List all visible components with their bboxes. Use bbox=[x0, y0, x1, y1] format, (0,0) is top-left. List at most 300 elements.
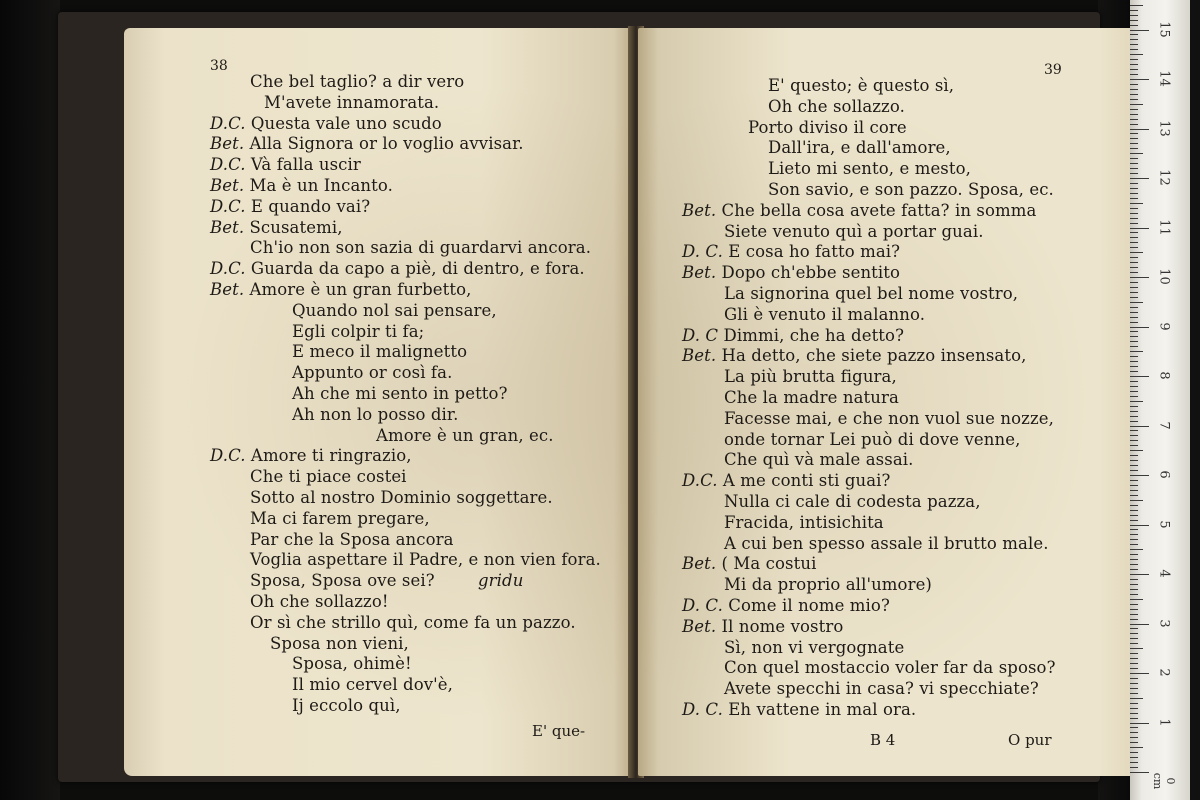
ruler-tick bbox=[1130, 490, 1138, 491]
ruler-tick bbox=[1130, 163, 1138, 164]
ruler-tick bbox=[1130, 455, 1138, 456]
ruler-tick bbox=[1130, 10, 1138, 11]
line-text: Sposa non vieni, bbox=[270, 633, 409, 653]
ruler-tick bbox=[1130, 104, 1143, 105]
ruler-tick bbox=[1130, 272, 1138, 273]
ruler-tick bbox=[1130, 683, 1138, 684]
text-line bbox=[292, 654, 412, 674]
line-text: Che bella cosa avete fatta? in somma bbox=[716, 200, 1037, 220]
ruler-tick bbox=[1130, 84, 1138, 85]
line-text: Voglia aspettare il Padre, e non vien fora. bbox=[250, 550, 601, 570]
text-line bbox=[724, 534, 1049, 554]
ruler-tick bbox=[1130, 614, 1138, 615]
line-text: Ma ci farem pregare, bbox=[250, 508, 430, 528]
line-text: Egli colpir ti fa; bbox=[292, 321, 425, 341]
background-left bbox=[0, 0, 60, 800]
speaker-label: Bet. bbox=[210, 217, 245, 237]
line-text: Che ti piace costei bbox=[250, 467, 407, 487]
ruler-tick bbox=[1130, 94, 1138, 95]
line-text: Ma è un Incanto. bbox=[244, 176, 393, 195]
text-line bbox=[768, 76, 954, 96]
ruler-tick bbox=[1130, 426, 1149, 427]
ruler-tick bbox=[1130, 302, 1143, 303]
left-page bbox=[124, 28, 634, 776]
line-text: Che bel taglio? a dir vero bbox=[250, 72, 465, 91]
ruler-tick bbox=[1130, 440, 1138, 441]
ruler-tick bbox=[1130, 178, 1149, 179]
text-line bbox=[210, 446, 412, 466]
ruler-tick bbox=[1130, 594, 1138, 595]
ruler-tick bbox=[1130, 30, 1149, 31]
text-line bbox=[210, 114, 442, 134]
line-text: Amore ti ringrazio, bbox=[245, 446, 412, 466]
ruler-tick bbox=[1130, 624, 1149, 625]
line-text: Il mio cervel dov'è, bbox=[292, 675, 454, 695]
ruler-tick bbox=[1130, 525, 1149, 526]
text-line bbox=[250, 530, 454, 550]
text-line bbox=[250, 72, 464, 92]
speaker-label: D.C. bbox=[210, 259, 246, 279]
ruler-tick bbox=[1130, 208, 1138, 209]
text-line bbox=[682, 326, 904, 346]
ruler-tick bbox=[1130, 203, 1143, 204]
ruler-tick bbox=[1130, 658, 1138, 659]
speaker-label: Bet. bbox=[682, 616, 717, 636]
ruler-tick bbox=[1130, 742, 1138, 743]
ruler-tick bbox=[1130, 39, 1138, 40]
ruler-tick bbox=[1130, 69, 1138, 70]
ruler-tick bbox=[1130, 495, 1138, 496]
line-text: Come il nome mio? bbox=[722, 596, 890, 615]
ruler-tick bbox=[1130, 193, 1138, 194]
ruler-tick bbox=[1130, 693, 1138, 694]
ruler-tick bbox=[1130, 89, 1138, 90]
line-text: A me conti sti guai? bbox=[717, 471, 891, 491]
text-line bbox=[682, 596, 890, 616]
ruler-tick bbox=[1130, 322, 1138, 323]
page-number-left: 38 bbox=[210, 58, 228, 74]
line-text: E quando vai? bbox=[245, 196, 371, 216]
ruler-tick bbox=[1130, 44, 1138, 45]
signature-mark: B 4 bbox=[870, 731, 896, 749]
line-text: Che la madre natura bbox=[724, 388, 899, 407]
ruler-tick bbox=[1130, 515, 1138, 516]
text-line bbox=[724, 305, 925, 325]
text-line bbox=[270, 634, 409, 654]
text-line bbox=[682, 554, 816, 574]
ruler-tick bbox=[1130, 109, 1138, 110]
text-line bbox=[292, 696, 401, 716]
ruler-tick bbox=[1130, 643, 1138, 644]
text-line bbox=[292, 301, 497, 321]
ruler-number: 12 bbox=[1156, 169, 1172, 186]
line-text: Appunto or così fa. bbox=[292, 363, 453, 383]
line-text: Nulla ci cale di codesta pazza, bbox=[724, 492, 981, 511]
text-line bbox=[768, 159, 971, 179]
ruler-tick bbox=[1130, 223, 1138, 224]
text-line bbox=[250, 509, 430, 529]
line-text: Gli è venuto il malanno. bbox=[724, 304, 926, 324]
ruler-tick bbox=[1130, 698, 1143, 699]
text-line bbox=[250, 488, 553, 508]
ruler-tick bbox=[1130, 183, 1138, 184]
ruler-tick bbox=[1130, 20, 1138, 21]
ruler-tick bbox=[1130, 232, 1138, 233]
ruler-tick bbox=[1130, 762, 1138, 763]
text-line bbox=[250, 550, 601, 570]
text-line bbox=[682, 700, 916, 720]
ruler-tick bbox=[1130, 336, 1138, 337]
line-text: Sposa, ohimè! bbox=[292, 654, 412, 674]
ruler-number: 13 bbox=[1156, 119, 1172, 137]
ruler-tick bbox=[1130, 549, 1143, 550]
page-number-right: 39 bbox=[1044, 62, 1062, 78]
text-line bbox=[250, 467, 407, 487]
ruler-tick bbox=[1130, 668, 1138, 669]
ruler-tick bbox=[1130, 757, 1138, 758]
text-line bbox=[264, 93, 439, 113]
ruler-tick bbox=[1130, 138, 1138, 139]
ruler-tick bbox=[1130, 5, 1143, 6]
ruler-tick bbox=[1130, 604, 1138, 605]
text-line bbox=[724, 388, 899, 408]
line-text: Sposa, Sposa ove sei? bbox=[250, 571, 435, 591]
ruler-number: 7 bbox=[1156, 420, 1172, 430]
line-text: ( Ma costui bbox=[716, 554, 817, 574]
text-line bbox=[724, 575, 932, 595]
line-text: E cosa ho fatto mai? bbox=[722, 242, 901, 262]
speaker-label: Bet. bbox=[682, 346, 717, 366]
ruler-number: 4 bbox=[1156, 569, 1172, 578]
ruler-tick bbox=[1130, 673, 1149, 674]
ruler-tick bbox=[1130, 737, 1138, 738]
ruler-tick bbox=[1130, 529, 1138, 530]
text-line bbox=[724, 658, 1056, 678]
line-text: Oh che sollazzo. bbox=[768, 96, 905, 116]
ruler-tick bbox=[1130, 287, 1138, 288]
ruler-tick bbox=[1130, 559, 1138, 560]
text-line bbox=[210, 134, 524, 154]
ruler-tick bbox=[1130, 277, 1149, 278]
line-text: Fracida, intisichita bbox=[724, 512, 884, 532]
line-text: Il nome vostro bbox=[716, 616, 844, 636]
speaker-label: D. C bbox=[682, 325, 719, 345]
ruler-tick bbox=[1130, 79, 1149, 80]
speaker-label: Bet. bbox=[210, 176, 245, 195]
line-text: Ij eccolo quì, bbox=[292, 696, 401, 715]
ruler-tick bbox=[1130, 237, 1138, 238]
line-text: E' questo; è questo sì, bbox=[768, 76, 955, 95]
ruler-tick bbox=[1130, 579, 1138, 580]
ruler-tick bbox=[1130, 653, 1138, 654]
line-text: Par che la Sposa ancora bbox=[250, 529, 454, 549]
ruler-tick bbox=[1130, 539, 1138, 540]
ruler-tick bbox=[1130, 747, 1143, 748]
ruler-tick bbox=[1130, 619, 1138, 620]
line-text: Eh vattene in mal ora. bbox=[722, 700, 917, 719]
ruler-tick bbox=[1130, 416, 1138, 417]
line-text: A cui ben spesso assale il brutto male. bbox=[724, 533, 1049, 553]
text-line bbox=[682, 346, 1026, 366]
line-text: Amore è un gran, ec. bbox=[376, 425, 554, 445]
ruler-tick bbox=[1130, 307, 1138, 308]
ruler-tick bbox=[1130, 435, 1138, 436]
ruler-tick bbox=[1130, 460, 1138, 461]
ruler-tick bbox=[1130, 371, 1138, 372]
text-line bbox=[250, 613, 576, 633]
text-line bbox=[292, 342, 467, 362]
text-line bbox=[210, 259, 585, 279]
text-line bbox=[210, 280, 471, 300]
text-line bbox=[292, 363, 452, 383]
right-page bbox=[638, 28, 1150, 776]
ruler-tick bbox=[1130, 574, 1149, 575]
line-text: Ha detto, che siete pazzo insensato, bbox=[716, 346, 1027, 366]
ruler-tick bbox=[1130, 609, 1138, 610]
ruler-tick bbox=[1130, 470, 1138, 471]
line-text: Questa vale uno scudo bbox=[245, 113, 442, 133]
text-line bbox=[682, 617, 843, 637]
ruler-tick bbox=[1130, 242, 1138, 243]
ruler-tick bbox=[1130, 173, 1138, 174]
ruler-tick bbox=[1130, 534, 1138, 535]
text-line bbox=[292, 405, 458, 425]
line-text: La più brutta figura, bbox=[724, 367, 897, 387]
ruler-tick bbox=[1130, 391, 1138, 392]
ruler-tick bbox=[1130, 678, 1138, 679]
line-text: Oh che sollazzo! bbox=[250, 592, 389, 611]
line-text: Siete venuto quì a portar guai. bbox=[724, 221, 984, 241]
ruler-tick bbox=[1130, 99, 1138, 100]
text-line bbox=[250, 592, 389, 612]
text-line bbox=[724, 430, 1020, 450]
line-text: Sotto al nostro Dominio soggettare. bbox=[250, 488, 553, 507]
text-line bbox=[768, 180, 1054, 200]
text-line bbox=[682, 242, 900, 262]
catchword-left: E' que- bbox=[532, 722, 586, 740]
ruler-tick bbox=[1130, 396, 1138, 397]
ruler-tick bbox=[1130, 599, 1143, 600]
ruler-tick bbox=[1130, 772, 1149, 773]
ruler-tick bbox=[1130, 143, 1138, 144]
text-line bbox=[250, 571, 435, 591]
ruler-tick bbox=[1130, 129, 1149, 130]
line-text: Ah non lo posso dir. bbox=[292, 404, 459, 424]
measuring-ruler bbox=[1130, 0, 1190, 800]
ruler-unit-label: 0 cm bbox=[1151, 772, 1177, 790]
ruler-tick bbox=[1130, 401, 1143, 402]
speaker-label: D. C. bbox=[682, 596, 723, 615]
ruler-tick bbox=[1130, 475, 1149, 476]
ruler-tick bbox=[1130, 366, 1138, 367]
ruler-tick bbox=[1130, 312, 1138, 313]
ruler-tick bbox=[1130, 703, 1138, 704]
line-text: Porto diviso il core bbox=[748, 117, 907, 137]
speaker-label: Bet. bbox=[682, 263, 717, 283]
line-text: Amore è un gran furbetto, bbox=[244, 280, 472, 299]
line-text: Ch'io non son sazia di guardarvi ancora. bbox=[250, 238, 592, 258]
speaker-label: Bet. bbox=[210, 280, 245, 299]
line-text: Mi da proprio all'umore) bbox=[724, 575, 932, 595]
ruler-tick bbox=[1130, 15, 1138, 16]
text-line bbox=[724, 222, 984, 242]
ruler-tick bbox=[1130, 331, 1138, 332]
ruler-tick bbox=[1130, 554, 1138, 555]
open-book bbox=[58, 12, 1100, 782]
ruler-number: 2 bbox=[1156, 668, 1172, 677]
text-line bbox=[292, 322, 424, 342]
line-text: La signorina quel bel nome vostro, bbox=[724, 284, 1019, 303]
text-line bbox=[724, 679, 1039, 699]
ruler-tick bbox=[1130, 59, 1138, 60]
ruler-tick bbox=[1130, 713, 1138, 714]
text-line bbox=[682, 263, 900, 283]
ruler-tick bbox=[1130, 505, 1138, 506]
text-line bbox=[724, 284, 1018, 304]
ruler-tick bbox=[1130, 732, 1138, 733]
ruler-tick bbox=[1130, 589, 1138, 590]
text-line bbox=[724, 450, 913, 470]
ruler-tick bbox=[1130, 317, 1138, 318]
text-line bbox=[682, 201, 1036, 221]
ruler-tick bbox=[1130, 430, 1138, 431]
ruler-tick bbox=[1130, 500, 1143, 501]
ruler-number: 6 bbox=[1156, 470, 1172, 479]
ruler-tick bbox=[1130, 34, 1138, 35]
ruler-tick bbox=[1130, 718, 1138, 719]
ruler-tick bbox=[1130, 480, 1138, 481]
ruler-tick bbox=[1130, 628, 1138, 629]
ruler-tick bbox=[1130, 346, 1138, 347]
ruler-tick bbox=[1130, 356, 1138, 357]
ruler-number: 3 bbox=[1156, 618, 1172, 628]
ruler-tick bbox=[1130, 767, 1138, 768]
line-text: Che quì và male assai. bbox=[724, 450, 914, 470]
text-line bbox=[376, 426, 554, 446]
ruler-tick bbox=[1130, 188, 1138, 189]
line-text: Or sì che strillo quì, come fa un pazzo. bbox=[250, 612, 576, 632]
speaker-label: D. C. bbox=[682, 242, 723, 262]
ruler-tick bbox=[1130, 648, 1143, 649]
text-line bbox=[292, 384, 508, 404]
ruler-tick bbox=[1130, 663, 1138, 664]
line-text: Quando nol sai pensare, bbox=[292, 300, 497, 320]
stage-direction: gridu bbox=[478, 571, 524, 591]
ruler-tick bbox=[1130, 257, 1138, 258]
ruler-tick bbox=[1130, 124, 1138, 125]
text-line bbox=[768, 97, 905, 117]
ruler-tick bbox=[1130, 64, 1138, 65]
line-text: Dall'ira, e dall'amore, bbox=[768, 138, 951, 158]
ruler-number: 15 bbox=[1156, 20, 1172, 38]
ruler-tick bbox=[1130, 723, 1149, 724]
ruler-tick bbox=[1130, 445, 1138, 446]
ruler-tick bbox=[1130, 708, 1138, 709]
ruler-tick bbox=[1130, 297, 1138, 298]
ruler-tick bbox=[1130, 25, 1138, 26]
speaker-label: D.C. bbox=[210, 446, 246, 466]
ruler-tick bbox=[1130, 198, 1138, 199]
text-line bbox=[250, 238, 591, 258]
ruler-tick bbox=[1130, 74, 1138, 75]
line-text: Dopo ch'ebbe sentito bbox=[716, 263, 901, 283]
speaker-label: D.C. bbox=[682, 471, 718, 491]
line-text: Scusatemi, bbox=[244, 217, 343, 237]
ruler-tick bbox=[1130, 485, 1138, 486]
text-line bbox=[210, 218, 343, 238]
ruler-tick bbox=[1130, 153, 1143, 154]
ruler-tick bbox=[1130, 376, 1149, 377]
ruler-tick bbox=[1130, 688, 1138, 689]
ruler-tick bbox=[1130, 327, 1149, 328]
ruler-tick bbox=[1130, 119, 1138, 120]
text-line bbox=[724, 367, 897, 387]
ruler-tick bbox=[1130, 267, 1138, 268]
ruler-number: 14 bbox=[1156, 70, 1172, 87]
ruler-tick bbox=[1130, 361, 1138, 362]
ruler-tick bbox=[1130, 752, 1138, 753]
line-text: Alla Signora or lo voglio avvisar. bbox=[244, 134, 524, 154]
line-text: Dimmi, che ha detto? bbox=[718, 325, 905, 345]
ruler-number: 8 bbox=[1156, 371, 1172, 380]
ruler-tick bbox=[1130, 213, 1138, 214]
speaker-label: D.C. bbox=[210, 155, 246, 175]
ruler-tick bbox=[1130, 351, 1143, 352]
catchword-right: O pur bbox=[1008, 731, 1052, 749]
line-text: Son savio, e son pazzo. Sposa, ec. bbox=[768, 180, 1054, 199]
ruler-tick bbox=[1130, 638, 1138, 639]
speaker-label: D.C. bbox=[210, 196, 246, 216]
line-text: E meco il malignetto bbox=[292, 342, 468, 362]
text-line bbox=[748, 118, 907, 138]
ruler-tick bbox=[1130, 465, 1138, 466]
ruler-tick bbox=[1130, 510, 1138, 511]
ruler-tick bbox=[1130, 158, 1138, 159]
text-line bbox=[768, 138, 951, 158]
ruler-number: 1 bbox=[1156, 717, 1172, 727]
speaker-label: Bet. bbox=[682, 554, 717, 574]
ruler-tick bbox=[1130, 421, 1138, 422]
text-line bbox=[210, 176, 393, 196]
ruler-tick bbox=[1130, 569, 1138, 570]
text-line bbox=[724, 513, 884, 533]
ruler-tick bbox=[1130, 341, 1138, 342]
ruler-tick bbox=[1130, 381, 1138, 382]
text-line bbox=[210, 155, 361, 175]
line-text: Ah che mi sento in petto? bbox=[292, 384, 508, 403]
line-text: onde tornar Lei può di dove venne, bbox=[724, 429, 1021, 449]
text-line bbox=[682, 471, 890, 491]
ruler-tick bbox=[1130, 411, 1138, 412]
ruler-tick bbox=[1130, 450, 1143, 451]
ruler-tick bbox=[1130, 386, 1138, 387]
ruler-tick bbox=[1130, 252, 1143, 253]
text-line bbox=[724, 409, 1054, 429]
line-text: Con quel mostaccio voler far da sposo? bbox=[724, 658, 1056, 678]
ruler-tick bbox=[1130, 520, 1138, 521]
ruler-edge bbox=[1190, 0, 1200, 800]
ruler-tick bbox=[1130, 54, 1143, 55]
line-text: Sì, non vi vergognate bbox=[724, 637, 905, 657]
text-line bbox=[724, 492, 981, 512]
ruler-tick bbox=[1130, 114, 1138, 115]
text-line bbox=[724, 638, 904, 658]
ruler-number: 5 bbox=[1156, 519, 1172, 529]
speaker-label: D.C. bbox=[210, 113, 246, 133]
ruler-tick bbox=[1130, 544, 1138, 545]
ruler-tick bbox=[1130, 584, 1138, 585]
line-text: Facesse mai, e che non vuol sue nozze, bbox=[724, 408, 1054, 428]
